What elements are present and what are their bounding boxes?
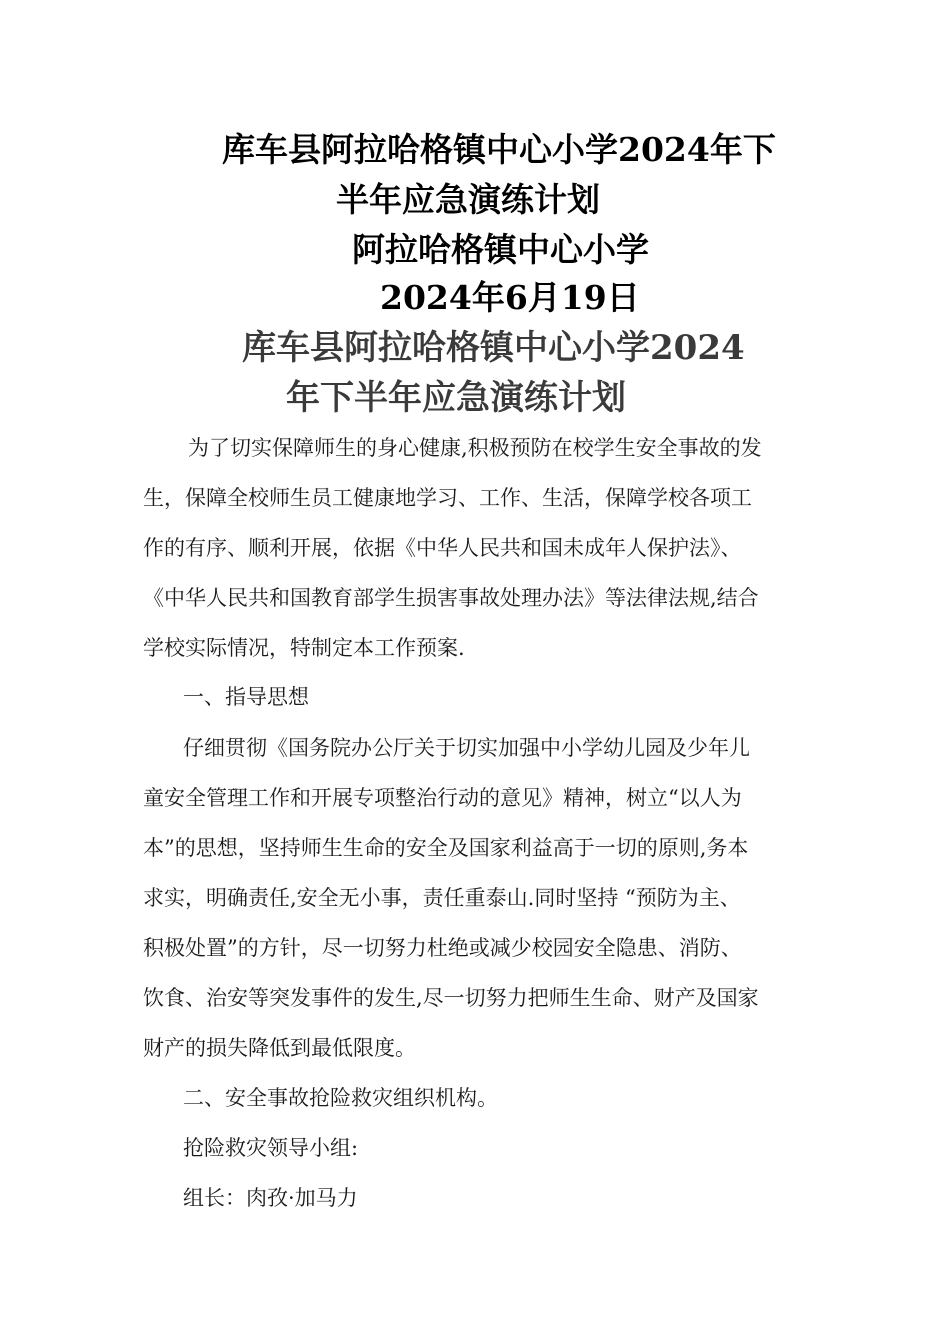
paragraph-line: 财产的损失降低到最低限度。 — [143, 1036, 416, 1060]
cover-organization: 阿拉哈格镇中心小学 — [352, 230, 649, 269]
paragraph-line: 作的有序、顺利开展，依据《中华人民共和国未成年人保护法》、 — [143, 536, 742, 560]
paragraph-line: 为了切实保障师生的身心健康,积极预防在校学生安全事故的发 — [188, 436, 762, 460]
paragraph-line: 生，保障全校师生员工健康地学习、工作、生活，保障学校各项工 — [143, 486, 752, 510]
cover-date: 2024年6月19日 — [380, 278, 640, 317]
paragraph-line: 饮食、治安等突发事件的发生,尽一切努力把师生生命、财产及国家 — [143, 986, 759, 1010]
paragraph-line: 《中华人民共和国教育部学生损害事故处理办法》等法律法规,结合 — [143, 586, 759, 610]
subsection-heading: 抢险救灾领导小组: — [183, 1136, 359, 1160]
section-heading: 二、安全事故抢险救灾组织机构。 — [183, 1086, 498, 1110]
paragraph-line: 求实，明确责任,安全无小事，责任重泰山.同时坚持 “预防为主、 — [143, 886, 741, 910]
paragraph-line: 童安全管理工作和开展专项整治行动的意见》精神，树立“以人为 — [143, 786, 742, 810]
paragraph-line: 学校实际情况，特制定本工作预案. — [143, 636, 465, 660]
document-title-line1: 库车县阿拉哈格镇中心小学2024 — [242, 328, 745, 368]
cover-title-line1: 库车县阿拉哈格镇中心小学2024年下 — [222, 130, 776, 169]
document-title-line2: 年下半年应急演练计划 — [286, 378, 626, 418]
team-leader-line: 组长：肉孜·加马力 — [183, 1186, 358, 1210]
paragraph-line: 仔细贯彻《国务院办公厅关于切实加强中小学幼儿园及少年儿 — [183, 736, 750, 760]
section-heading: 一、指导思想 — [183, 685, 309, 709]
paragraph-line: 积极处置”的方针，尽一切努力杜绝或减少校园安全隐患、消防、 — [143, 936, 742, 960]
paragraph-line: 本”的思想，坚持师生生命的安全及国家利益高于一切的原则,务本 — [143, 836, 749, 860]
cover-title-line2: 半年应急演练计划 — [336, 180, 600, 219]
